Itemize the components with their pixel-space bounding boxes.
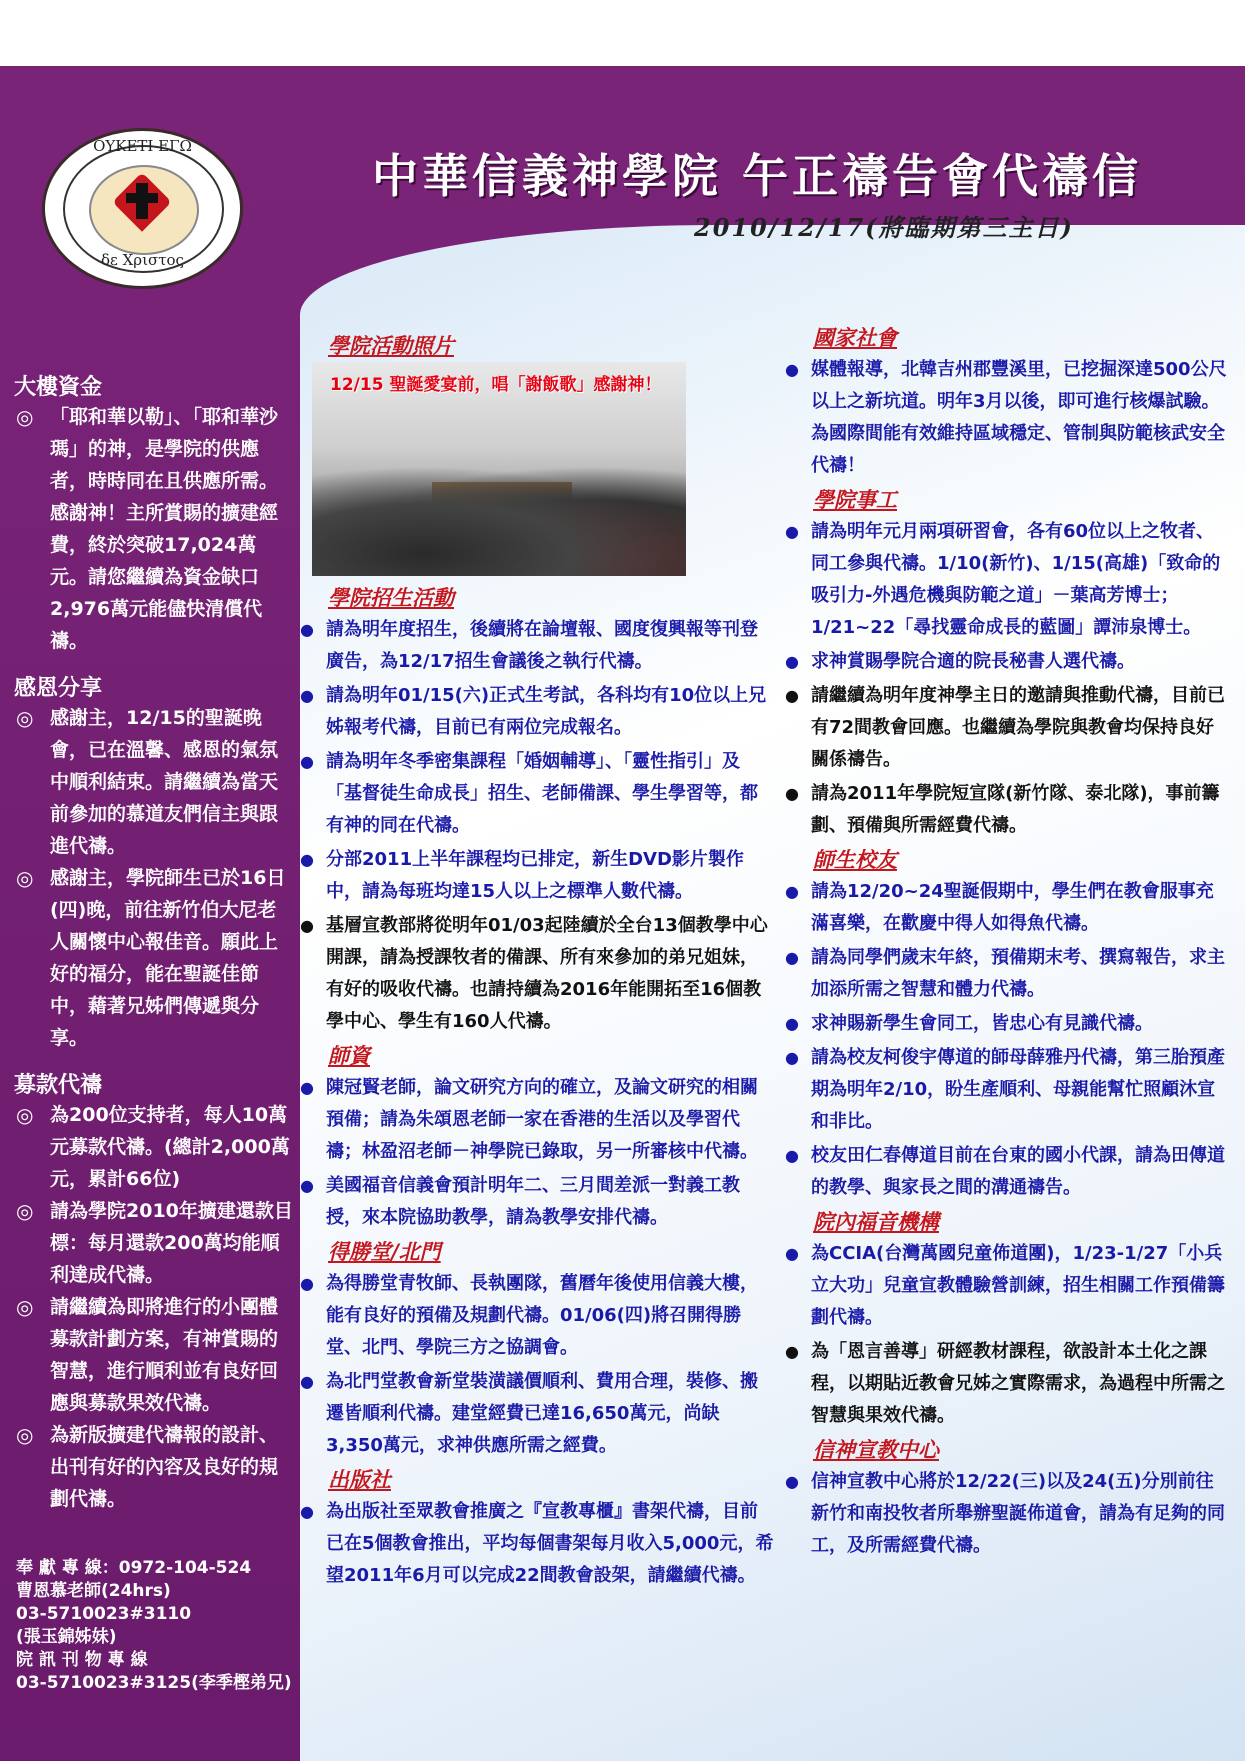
section-title: 院內福音機構 xyxy=(813,1209,939,1234)
bullet-icon: ● xyxy=(785,1014,799,1033)
bullet-icon: ● xyxy=(300,916,314,935)
list-item: ● 分部2011上半年課程均已排定，新生DVD影片製作中，請為每班均達15人以上之標準人數代禱。 xyxy=(300,844,775,908)
bullet-icon: ● xyxy=(785,882,799,901)
page-date: 2010/12/17(將臨期第三主日) xyxy=(694,213,1074,242)
list-item: ◎ 請為學院2010年擴建還款目標：每月還款200萬均能順利達成代禱。 xyxy=(14,1195,294,1291)
section-title: 大樓資金 xyxy=(14,375,103,400)
circle-bullet-icon: ◎ xyxy=(16,1423,34,1447)
circle-bullet-icon: ◎ xyxy=(16,1295,34,1319)
list-item: ● 基層宣教部將從明年01/03起陸續於全台13個教學中心開課，請為授課牧者的備課、所有來參加的弟兄姐妹，有好的吸收代禱。也請持續為2016年能開拓至16個教學中心、學生有160人代禱。 xyxy=(300,910,775,1038)
list-item: ◎ 為新版擴建代禱報的設計、出刊有好的內容及良好的規劃代禱。 xyxy=(14,1419,294,1515)
section-title: 學院事工 xyxy=(813,487,897,512)
list-item: ● 請為明年度招生，後續將在論壇報、國度復興報等刊登廣告，為12/17招生會議後之執行代禱。 xyxy=(300,614,775,678)
list-item: ● 請繼續為明年度神學主日的邀請與推動代禱，目前已有72間教會回應。也繼續為學院與教會均保持良好關係禱告。 xyxy=(785,680,1230,776)
page-title: 中華信義神學院 午正禱告會代禱信 xyxy=(372,149,1143,203)
list-item: ● 請為明年01/15(六)正式生考試，各科均有10位以上兄姊報考代禱，目前已有兩位完成報名。 xyxy=(300,680,775,744)
bullet-icon: ● xyxy=(785,1472,799,1491)
building-fund-section xyxy=(14,370,294,657)
circle-bullet-icon: ◎ xyxy=(16,706,34,730)
cross-bar xyxy=(126,193,158,203)
list-item: ● 校友田仁春傳道目前在台東的國小代課，請為田傳道的教學、與家長之間的溝通禱告。 xyxy=(785,1140,1230,1204)
bullet-icon: ● xyxy=(785,522,799,541)
section-title: 信神宣教中心 xyxy=(813,1437,939,1462)
fundraising-section xyxy=(14,1068,294,1515)
list-item: ● 請為12/20~24聖誕假期中，學生們在教會服事充滿喜樂，在歡慶中得人如得魚代禱。 xyxy=(785,876,1230,940)
section-title: 感恩分享 xyxy=(14,676,103,701)
thanks-section xyxy=(14,671,294,1054)
section-title: 師生校友 xyxy=(813,847,897,872)
bullet-icon: ● xyxy=(785,1146,799,1165)
bullet-icon: ● xyxy=(300,620,314,639)
section-title: 出版社 xyxy=(328,1467,391,1492)
circle-bullet-icon: ◎ xyxy=(16,866,34,890)
list-item: ● 為得勝堂青牧師、長執團隊，舊曆年後使用信義大樓，能有良好的預備及規劃代禱。01/06(四)將召開得勝堂、北門、學院三方之協調會。 xyxy=(300,1268,775,1364)
list-item: ● 請為明年冬季密集課程「婚姻輔導」、「靈性指引」及「基督徒生命成長」招生、老師備課、學生學習等，都有神的同在代禱。 xyxy=(300,746,775,842)
list-item: ◎ 感謝主，12/15的聖誕晚會，已在溫馨、感恩的氣氛中順利結束。請繼續為當天前參加的慕道友們信主與跟進代禱。 xyxy=(14,702,294,862)
circle-bullet-icon: ◎ xyxy=(16,1103,34,1127)
list-item: ● 請為同學們歲末年終，預備期末考、撰寫報告，求主加添所需之智慧和體力代禱。 xyxy=(785,942,1230,1006)
section-title: 國家社會 xyxy=(813,325,897,350)
list-item: ● 請為2011年學院短宣隊(新竹隊、泰北隊)，事前籌劃、預備與所需經費代禱。 xyxy=(785,778,1230,842)
list-item: ● 請為明年元月兩項研習會，各有60位以上之牧者、同工參與代禱。1/10(新竹)、1/15(高雄)「致命的吸引力-外遇危機與防範之道」－葉高芳博士；1/21~22「尋找靈命成長的藍圖」譚沛泉博士。 xyxy=(785,516,1230,644)
contact-line: 03-5710023#3125(李季樫弟兄) xyxy=(16,1673,292,1693)
bullet-icon: ● xyxy=(300,1274,314,1293)
photo-caption: 12/15 聖誕愛宴前，唱「謝飯歌」感謝神！ xyxy=(330,375,662,395)
contact-line: 曹恩慕老師(24hrs) xyxy=(16,1581,171,1601)
list-item: ◎ 請繼續為即將進行的小團體募款計劃方案，有神賞賜的智慧，進行順利並有良好回應與募款果效代禱。 xyxy=(14,1291,294,1419)
list-item: ● 媒體報導，北韓吉州郡豐溪里，已挖掘深達500公尺以上之新坑道。明年3月以後，即可進行核爆試驗。為國際間能有效維持區域穩定、管制與防範核武安全代禱！ xyxy=(785,354,1230,482)
list-item: ● 求神賜新學生會同工，皆忠心有見識代禱。 xyxy=(785,1008,1230,1040)
contact-line: (張玉錦姊妹) xyxy=(16,1627,117,1647)
circle-bullet-icon: ◎ xyxy=(16,405,34,429)
logo-text-bottom: δε Χριστος xyxy=(101,251,184,269)
list-item: ● 為「恩言善導」研經教材課程，欲設計本土化之課程，以期貼近教會兄姊之實際需求，為過程中所需之智慧與果效代禱。 xyxy=(785,1336,1230,1432)
right-column xyxy=(785,322,1230,1564)
bullet-icon: ● xyxy=(300,686,314,705)
bullet-icon: ● xyxy=(785,1048,799,1067)
activity-photo xyxy=(312,362,686,576)
list-item: ◎ 為200位支持者，每人10萬元募款代禱。(總計2,000萬元，累計66位) xyxy=(14,1099,294,1195)
bullet-icon: ● xyxy=(785,1342,799,1361)
bullet-icon: ● xyxy=(785,784,799,803)
seminary-logo xyxy=(42,128,243,289)
middle-column xyxy=(300,330,775,1594)
list-item: ● 為CCIA(台灣萬國兒童佈道團)，1/23-1/27「小兵立大功」兒童宣教體驗營訓練，招生相關工作預備籌劃代禱。 xyxy=(785,1238,1230,1334)
list-item: ● 陳冠賢老師，論文研究方向的確立，及論文研究的相關預備；請為朱頌恩老師一家在香港的生活以及學習代禱；林盈沼老師－神學院已錄取，另一所審核中代禱。 xyxy=(300,1072,775,1168)
list-item: ◎ 感謝主，學院師生已於16日(四)晚，前往新竹伯大尼老人關懷中心報佳音。願此上好的福分，能在聖誕佳節中，藉著兄姊們傳遞與分享。 xyxy=(14,862,294,1054)
circle-bullet-icon: ◎ xyxy=(16,1199,34,1223)
bullet-icon: ● xyxy=(785,1244,799,1263)
logo-text-top: ΟΥΚΕΤΙ ΕΓΩ xyxy=(93,137,192,155)
bullet-icon: ● xyxy=(785,652,799,671)
bullet-icon: ● xyxy=(785,360,799,379)
bullet-icon: ● xyxy=(300,752,314,771)
list-item: ● 請為校友柯俊宇傳道的師母薛雅丹代禱，第三胎預產期為明年2/10，盼生產順利、母親能幫忙照顧沐宣和非比。 xyxy=(785,1042,1230,1138)
section-title: 學院招生活動 xyxy=(328,585,454,610)
contact-line: 03-5710023#3110 xyxy=(16,1604,192,1624)
section-title: 師資 xyxy=(328,1043,370,1068)
list-item: ● 為北門堂教會新堂裝潢議價順利、費用合理，裝修、搬遷皆順利代禱。建堂經費已達16,650萬元，尚缺3,350萬元，求神供應所需之經費。 xyxy=(300,1366,775,1462)
section-title: 學院活動照片 xyxy=(328,333,454,358)
photo-crowd xyxy=(312,466,686,576)
list-item: ◎ 「耶和華以勒」、「耶和華沙瑪」的神，是學院的供應者，時時同在且供應所需。感謝神！主所賞賜的擴建經費，終於突破17,024萬元。請您繼續為資金缺口2,976萬元能儘快清償代禱。 xyxy=(14,401,294,657)
list-item: ● 求神賞賜學院合適的院長秘書人選代禱。 xyxy=(785,646,1230,678)
list-item: ● 美國福音信義會預計明年二、三月間差派一對義工教授，來本院協助教學，請為教學安排代禱。 xyxy=(300,1170,775,1234)
bullet-icon: ● xyxy=(300,1176,314,1195)
bullet-icon: ● xyxy=(300,1078,314,1097)
contact-line: 院 訊 刊 物 專 線 xyxy=(16,1650,148,1670)
section-title: 募款代禱 xyxy=(14,1073,103,1098)
bullet-icon: ● xyxy=(785,686,799,705)
list-item: ● 信神宣教中心將於12/22(三)以及24(五)分別前往新竹和南投牧者所舉辦聖誕佈道會，請為有足夠的同工，及所需經費代禱。 xyxy=(785,1466,1230,1562)
list-item: ● 為出版社至眾教會推廣之『宣教專櫃』書架代禱，目前已在5個教會推出，平均每個書架每月收入5,000元，希望2011年6月可以完成22間教會設架，請繼續代禱。 xyxy=(300,1496,775,1592)
bullet-icon: ● xyxy=(300,1372,314,1391)
sidebar xyxy=(14,370,294,1529)
bullet-icon: ● xyxy=(785,948,799,967)
bullet-icon: ● xyxy=(300,1502,314,1521)
bullet-icon: ● xyxy=(300,850,314,869)
section-title: 得勝堂/北門 xyxy=(328,1239,441,1264)
contact-info xyxy=(16,1557,296,1695)
donation-hotline: 奉 獻 專 線：0972-104-524 xyxy=(16,1558,252,1578)
